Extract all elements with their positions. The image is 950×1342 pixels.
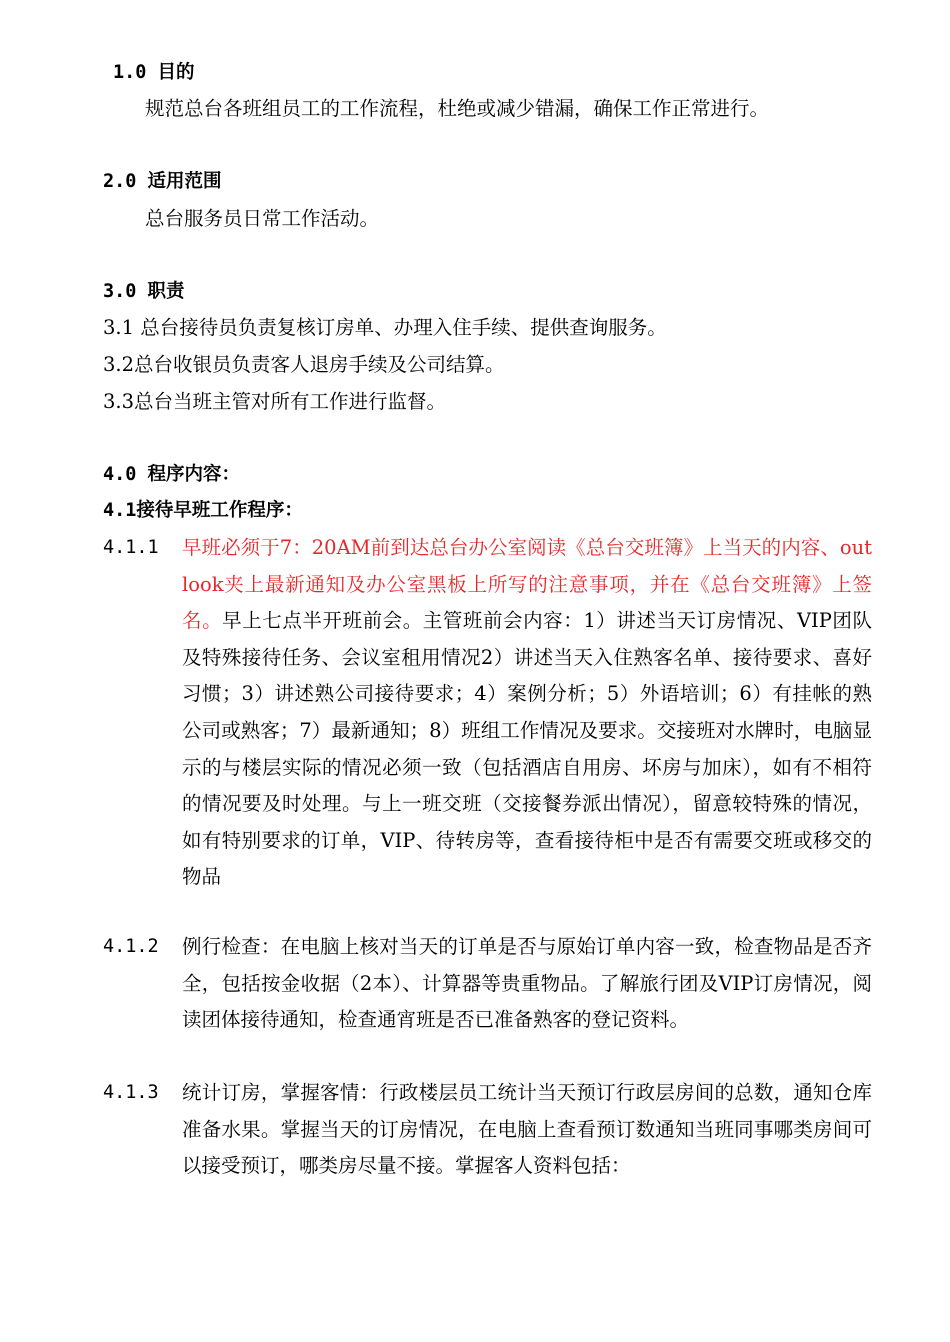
- section-body-scope: 总台服务员日常工作活动。: [145, 207, 380, 230]
- responsibility-item-3-3: 3.3总台当班主管对所有工作进行监督。: [103, 390, 447, 413]
- clause-number-4-1-1: 4.1.1: [103, 537, 159, 558]
- responsibility-item-3-1: 3.1 总台接待员负责复核订房单、办理入住手续、提供查询服务。: [103, 316, 667, 339]
- clause-highlight-4-1-1: 早班必须于7：20AM前到达总台办公室阅读《总台交班簿》上当天的内容、outlook夹上最新通知及办公室黑板上所写的注意事项，并在《总台交班簿》上签名。: [182, 536, 872, 633]
- section-body-purpose: 规范总台各班组员工的工作流程，杜绝或减少错漏，确保工作正常进行。: [145, 97, 770, 120]
- section-heading-responsibilities: 3.0 职责: [103, 281, 185, 302]
- clause-text-4-1-3: 统计订房，掌握客情：行政楼层员工统计当天预订行政层房间的总数，通知仓库准备水果。掌握当天的订房情况，在电脑上查看预订数通知当班同事哪类房间可以接受预订，哪类房尽量不接。掌握客人资料包括：: [182, 1081, 872, 1178]
- clause-number-4-1-2: 4.1.2: [103, 936, 159, 957]
- clause-text-4-1-1: [182, 530, 872, 896]
- responsibility-item-3-2: 3.2总台收银员负责客人退房手续及公司结算。: [103, 353, 505, 376]
- section-heading-purpose: 1.0 目的: [113, 62, 195, 83]
- section-heading-procedure: 4.0 程序内容：: [103, 464, 241, 485]
- clause-body-4-1-1: 早上七点半开班前会。主管班前会内容：1）讲述当天订房情况、VIP团队及特殊接待任务、会议室租用情况2）讲述当天入住熟客名单、接待要求、喜好习惯；3）讲述熟公司接待要求；4）案例分析；5）外语培训；6）有挂帐的熟公司或熟客；7）最新通知；8）班组工作情况及要求。交接班对水牌时，电脑显示的与楼层实际的情况必须一致（包括酒店自用房、坏房与加床），如有不相符的情况要及时处理。与上一班交班（交接餐券派出情况），留意较特殊的情况，如有特别要求的订单，VIP、待转房等，查看接待柜中是否有需要交班或移交的物品: [182, 609, 872, 889]
- clause-number-4-1-3: 4.1.3: [103, 1082, 159, 1103]
- clause-text-4-1-2: 例行检查：在电脑上核对当天的订单是否与原始订单内容一致，检查物品是否齐全，包括按金收据（2本）、计算器等贵重物品。了解旅行团及VIP订房情况，阅读团体接待通知，检查通宵班是否已准备熟客的登记资料。: [182, 935, 872, 1032]
- sub-heading-morning-shift: 4.1接待早班工作程序：: [103, 500, 303, 521]
- section-heading-scope: 2.0 适用范围: [103, 171, 222, 192]
